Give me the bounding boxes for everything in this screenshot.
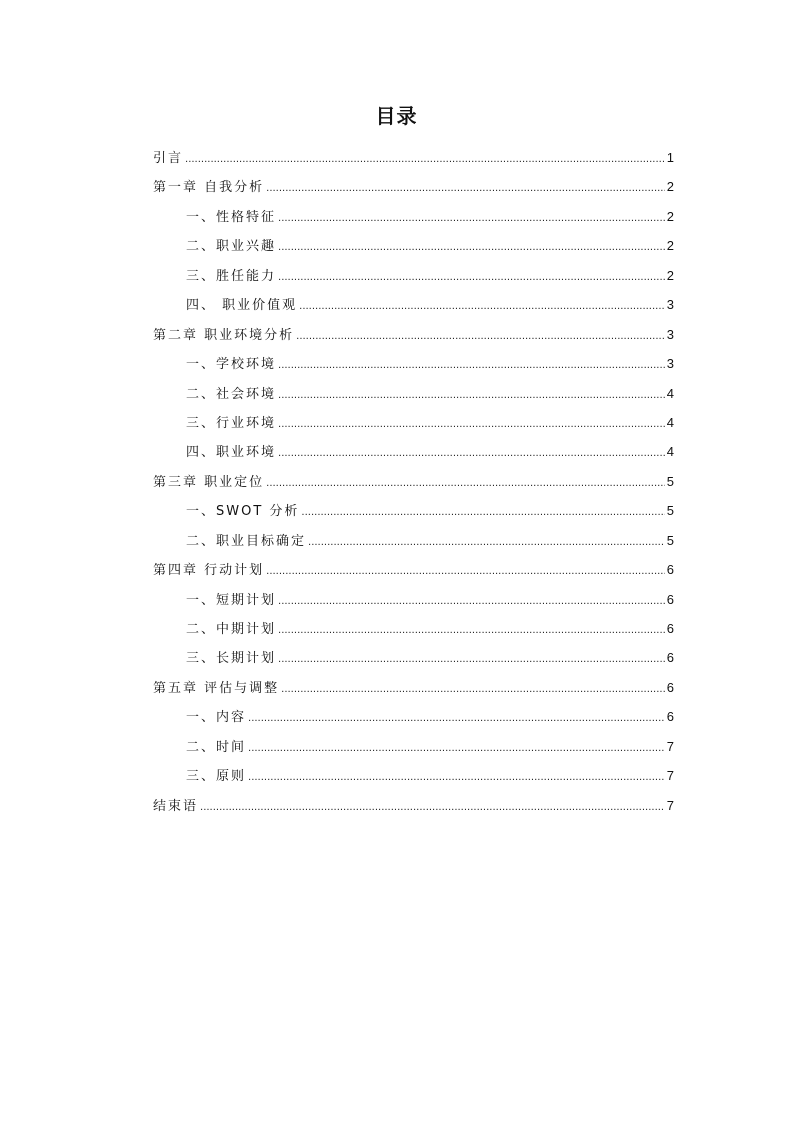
toc-page-number: 4: [666, 385, 674, 401]
toc-entry[interactable]: [153, 290, 674, 319]
toc-leader-dots: [278, 587, 665, 616]
toc-page-number: 5: [666, 473, 674, 489]
toc-entry-text: 二、社会环境: [186, 386, 277, 402]
toc-entry[interactable]: [153, 467, 674, 496]
toc-page-number: 6: [666, 562, 674, 578]
toc-page-number: 6: [666, 679, 674, 695]
toc-page-number: 7: [666, 738, 674, 754]
toc-entry[interactable]: [153, 496, 674, 525]
toc-entry[interactable]: [153, 791, 674, 820]
toc-page-number: 6: [666, 650, 674, 666]
toc-page-number: 7: [666, 768, 674, 784]
toc-entry-text: 一、短期计划: [186, 592, 277, 608]
toc-page-number: 4: [666, 414, 674, 430]
toc-leader-dots: [266, 557, 665, 586]
toc-title: 目录: [375, 104, 418, 128]
toc-list: [153, 143, 674, 820]
toc-leader-dots: [296, 322, 665, 351]
toc-entry[interactable]: [153, 408, 674, 437]
toc-leader-dots: [278, 263, 665, 292]
toc-entry-text: 第一章 自我分析: [153, 180, 265, 196]
toc-entry[interactable]: [153, 202, 674, 231]
toc-page-number: 3: [666, 326, 674, 342]
toc-leader-dots: [266, 174, 665, 203]
toc-page-number: 3: [666, 297, 674, 313]
toc-entry[interactable]: [153, 761, 674, 790]
toc-entry-text: 一、内容: [186, 710, 247, 726]
toc-entry-text: 三、原则: [186, 769, 247, 785]
toc-leader-dots: [301, 498, 664, 527]
toc-leader-dots: [200, 793, 665, 822]
toc-entry-text: 四、职业环境: [186, 445, 277, 461]
toc-page-number: 2: [666, 208, 674, 224]
toc-entry[interactable]: [153, 261, 674, 290]
toc-leader-dots: [308, 528, 665, 557]
toc-entry-text: 二、时间: [186, 739, 247, 755]
toc-page-number: 3: [666, 356, 674, 372]
toc-entry[interactable]: [153, 643, 674, 672]
toc-page-number: 2: [666, 267, 674, 283]
toc-entry[interactable]: [153, 379, 674, 408]
toc-entry-text: 引言: [153, 151, 184, 166]
toc-page-number: 1: [666, 150, 674, 165]
toc-page-number: 6: [666, 621, 674, 636]
toc-entry-text: 一、SWOT 分析: [186, 504, 300, 520]
toc-entry-text: 三、行业环境: [186, 415, 277, 431]
toc-entry-text: 三、胜任能力: [186, 268, 277, 284]
toc-entry-text: 三、长期计划: [186, 651, 277, 667]
toc-entry[interactable]: [153, 143, 674, 172]
toc-entry-text: 第二章 职业环境分析: [153, 327, 295, 343]
toc-leader-dots: [185, 145, 665, 174]
toc-leader-dots: [278, 204, 665, 233]
toc-leader-dots: [278, 645, 665, 674]
toc-entry[interactable]: [153, 172, 674, 201]
toc-page-number: 5: [666, 532, 674, 548]
toc-entry[interactable]: [153, 349, 674, 378]
toc-entry[interactable]: [153, 702, 674, 731]
toc-leader-dots: [278, 381, 665, 410]
toc-entry-text: 四、 职业价值观: [186, 298, 298, 314]
toc-entry-text: 二、职业兴趣: [186, 239, 277, 255]
toc-entry[interactable]: [153, 585, 674, 614]
toc-entry[interactable]: [153, 320, 674, 349]
toc-entry[interactable]: [153, 526, 674, 555]
toc-entry-text: 二、职业目标确定: [186, 533, 307, 549]
toc-leader-dots: [278, 616, 665, 645]
toc-leader-dots: [278, 233, 665, 262]
toc-entry[interactable]: [153, 614, 674, 643]
toc-entry[interactable]: [153, 231, 674, 260]
toc-entry[interactable]: [153, 437, 674, 466]
toc-entry-text: 一、学校环境: [186, 357, 277, 373]
toc-entry[interactable]: [153, 673, 674, 702]
toc-entry[interactable]: [153, 732, 674, 761]
toc-leader-dots: [278, 351, 665, 380]
toc-leader-dots: [248, 763, 665, 792]
toc-entry-text: 第四章 行动计划: [153, 563, 265, 579]
toc-leader-dots: [248, 734, 665, 763]
toc-entry[interactable]: [153, 555, 674, 584]
toc-leader-dots: [281, 675, 665, 704]
toc-leader-dots: [266, 469, 665, 498]
toc-page-number: 7: [666, 797, 674, 813]
toc-page-number: 6: [666, 591, 674, 607]
toc-leader-dots: [278, 410, 665, 439]
toc-leader-dots: [248, 704, 665, 733]
toc-page-number: 5: [666, 503, 674, 519]
toc-page-number: 2: [666, 179, 674, 195]
toc-entry-text: 第五章 评估与调整: [153, 680, 280, 696]
toc-leader-dots: [299, 292, 665, 321]
toc-page-number: 6: [666, 709, 674, 725]
toc-page-number: 2: [666, 238, 674, 254]
toc-entry-text: 一、性格特征: [186, 209, 277, 225]
toc-leader-dots: [278, 439, 665, 468]
toc-entry-text: 第三章 职业定位: [153, 474, 265, 490]
toc-entry-text: 二、中期计划: [186, 622, 277, 637]
toc-page-number: 4: [666, 444, 674, 460]
toc-entry-text: 结束语: [153, 798, 199, 814]
